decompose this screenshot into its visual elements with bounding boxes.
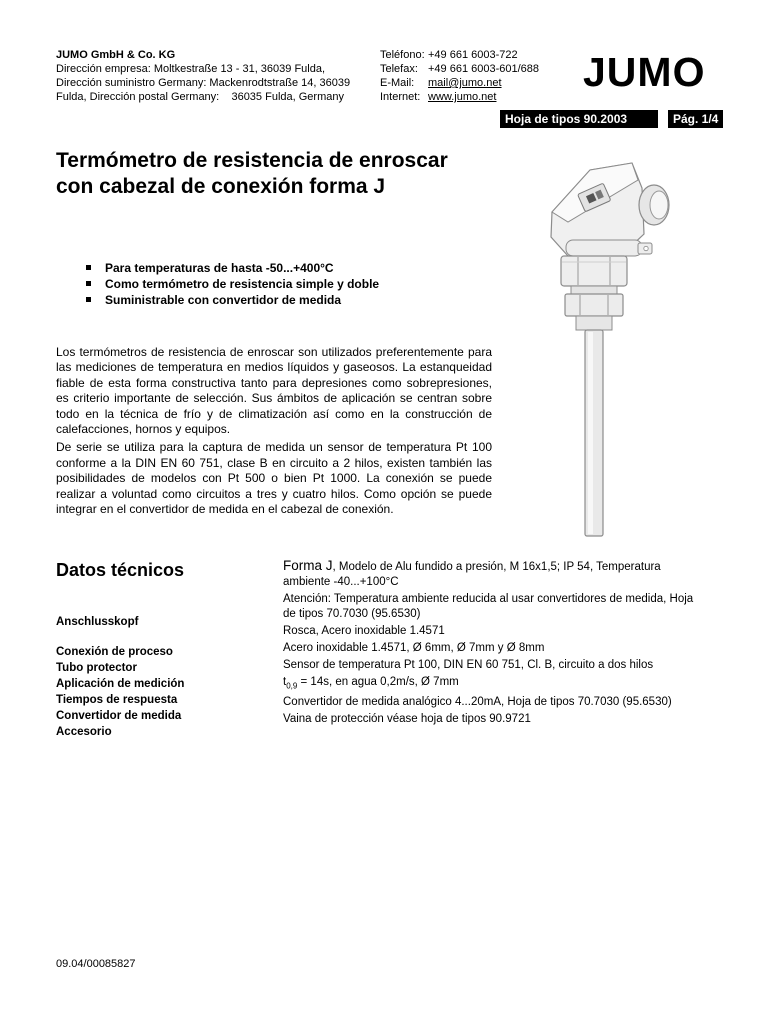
value-rosca: Rosca, Acero inoxidable 1.4571 — [283, 625, 445, 637]
feature-list — [86, 260, 379, 308]
row-label: Accesorio — [56, 726, 112, 738]
value-forma — [283, 558, 705, 590]
bullet-icon — [86, 281, 91, 286]
t-base: t — [283, 676, 287, 688]
section-heading: Datos técnicos — [56, 560, 185, 580]
document-number: 09.04/00085827 — [56, 958, 136, 970]
probe-tube — [585, 330, 603, 536]
address-line: Dirección suministro Germany: Mackenrodtstraße 14, 36039 — [56, 77, 351, 89]
bullet-icon — [86, 297, 91, 302]
technical-data-section — [56, 550, 746, 750]
page-title: Termómetro de resistencia de enroscar con cabezal de conexión forma J — [56, 149, 448, 198]
address-line: Fulda, Dirección postal Germany: 36035 Fulda, Germany — [56, 91, 344, 103]
row-label: Conexión de proceso — [56, 646, 173, 658]
feature-text: Para temperaturas de hasta -50...+400°C — [105, 261, 334, 275]
row-label: Tiempos de respuesta — [56, 694, 178, 706]
company-name: JUMO GmbH & Co. KG — [56, 49, 176, 61]
thermometer-head — [551, 163, 669, 256]
thermometer-illustration — [538, 150, 718, 550]
intro-paragraph: De serie se utiliza para la captura de medida un sensor de temperatura Pt 100 conforme a la DIN EN 60 751, clase B en circuito a 2 hilos, existen también las posibilidades de modelos con Pt 500 o bien Pt 1000. La conexión se puede realizar a voluntad como circuitos a tres y cuatro hilos. Como opción se puede integrar en el convertidor de medida en el cabezal de conexión. — [56, 440, 492, 517]
internet-row — [380, 90, 539, 104]
row-label: Tubo protector — [56, 662, 137, 674]
value-convertidor: Convertidor de medida analógico 4...20mA, Hoja de tipos 70.7030 (95.6530) — [283, 696, 672, 709]
row-label: Aplicación de medición — [56, 678, 185, 690]
email-link[interactable]: mail@jumo.net — [428, 77, 502, 89]
contact-block — [380, 48, 539, 104]
list-item — [86, 276, 379, 292]
value-atencion: Atención: Temperatura ambiente reducida al usar convertidores de medida, Hoja de tipos 70.7030 (95.6530) — [283, 593, 694, 620]
forma-lead: Forma J — [283, 558, 333, 573]
phone-label: Teléfono: — [380, 49, 425, 61]
intro-paragraph: Los termómetros de resistencia de enroscar son utilizados preferentemente para las mediciones de temperatura en medios líquidos y gaseosos. La estanqueidad fiable de esta forma constructiva tanto para depresiones como sobrepresiones, es criterio importante de selección. Sus ámbitos de aplicación se centran sobre todo en la técnica de frío y de climatización así como en la construcción de calefacciones, hornos y equipos. — [56, 345, 492, 437]
intro-text — [56, 345, 492, 520]
phone-value: +49 661 6003-722 — [428, 49, 518, 61]
value-vaina: Vaina de protección véase hoja de tipos 90.9721 — [283, 713, 531, 726]
fax-row — [380, 62, 539, 76]
value-acero: Acero inoxidable 1.4571, Ø 6mm, Ø 7mm y Ø 8mm — [283, 642, 545, 654]
bullet-icon — [86, 265, 91, 270]
internet-link[interactable]: www.jumo.net — [428, 91, 497, 103]
jumo-logo: JUMO — [583, 49, 706, 95]
feature-text: Suministrable con convertidor de medida — [105, 293, 342, 307]
page-number-badge: Pág. 1/4 — [668, 110, 723, 128]
hex-nut — [561, 256, 627, 330]
t-rest: = 14s, en agua 0,2m/s, Ø 7mm — [297, 676, 459, 688]
email-row — [380, 76, 539, 90]
fax-label: Telefax: — [380, 63, 418, 75]
phone-row — [380, 48, 539, 62]
value-tiempo-respuesta — [283, 675, 723, 693]
badge-row — [500, 110, 723, 128]
internet-label: Internet: — [380, 91, 421, 103]
address-line: Dirección empresa: Moltkestraße 13 - 31, 36039 Fulda, — [56, 63, 326, 75]
technical-data-labels — [56, 614, 184, 740]
t-subscript: 0,9 — [286, 681, 298, 691]
list-item — [86, 260, 379, 276]
product-image — [538, 150, 718, 550]
email-label: E-Mail: — [380, 77, 415, 89]
sheet-number-badge: Hoja de tipos 90.2003 — [500, 110, 658, 128]
company-address-block — [56, 48, 350, 104]
row-label: Anschlusskopf — [56, 616, 139, 628]
technical-data-values — [283, 556, 723, 727]
feature-text: Como termómetro de resistencia simple y doble — [105, 277, 380, 291]
list-item — [86, 292, 379, 308]
row-label: Convertidor de medida — [56, 710, 182, 722]
value-sensor: Sensor de temperatura Pt 100, DIN EN 60 751, Cl. B, circuito a dos hilos — [283, 659, 654, 671]
fax-value: +49 661 6003-601/688 — [428, 63, 540, 75]
forma-rest: , Modelo de Alu fundido a presión, M 16x1,5; IP 54, Temperatura ambiente -40...+100°C — [283, 561, 661, 588]
